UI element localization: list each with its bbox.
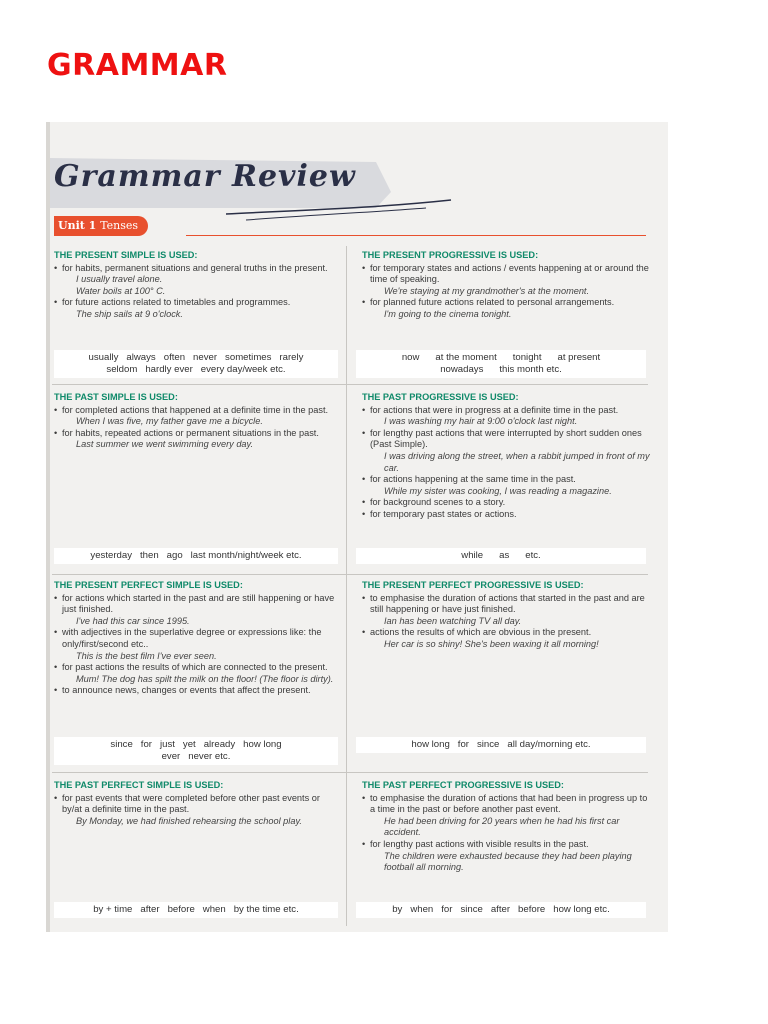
section-title: THE PRESENT SIMPLE IS USED: [54,250,198,260]
rule-line: • for future actions related to timetables and programmes. [54,297,342,309]
example-line: When I was five, my father gave me a bicycle. [76,416,263,427]
rule-line: • for lengthy past actions with visible results in the past. [362,839,650,851]
section-present-perfect-progressive [362,580,650,651]
page-edge [46,122,50,932]
section-present-simple [54,250,342,321]
keywords-present-progressive: now at the moment tonight at present nowadays this month etc. [356,350,646,378]
example-line: We're staying at my grandmother's at the moment. [384,285,590,296]
example-line: Ian has been watching TV all day. [384,615,522,626]
section-title: THE PAST PROGRESSIVE IS USED: [362,392,519,402]
section-past-simple [54,392,342,451]
example-line: The children were exhausted because they had been playing football all morning. [384,850,632,873]
rule-line: • to announce news, changes or events that affect the present. [54,685,342,697]
section-past-progressive [362,392,650,521]
page-heading: GRAMMAR [47,48,228,83]
example-line: Last summer we went swimming every day. [76,439,253,450]
section-present-progressive [362,250,650,321]
example-line: I'm going to the cinema tonight. [384,308,512,319]
rule-line: • to emphasise the duration of actions that had been in progress up to a time in the past or before another past event. [362,793,650,816]
section-past-perfect-simple [54,780,342,827]
example-line: The ship sails at 9 o'clock. [76,308,183,319]
section-past-perfect-progressive [362,780,650,874]
rule-line: • for lengthy past actions that were interrupted by short sudden ones (Past Simple). [362,428,650,451]
rule-line: • for background scenes to a story. [362,497,650,509]
example-line: I've had this car since 1995. [76,615,190,626]
example-line: Mum! The dog has spilt the milk on the floor! (The floor is dirty). [76,673,334,684]
rule-line: • actions the results of which are obvious in the present. [362,627,650,639]
keywords-past-perfect-simple: by + time after before when by the time etc. [54,902,338,918]
rule-line: • for temporary states and actions / events happening at or around the time of speaking. [362,263,650,286]
example-line: I was driving along the street, when a rabbit jumped in front of my car. [384,450,650,473]
example-line: While my sister was cooking, I was reading a magazine. [384,485,612,496]
example-line: Water boils at 100° C. [76,285,166,296]
keywords-past-simple: yesterday then ago last month/night/week etc. [54,548,338,564]
rule-line: • for habits, permanent situations and general truths in the present. [54,263,342,275]
rule-line: • for habits, repeated actions or permanent situations in the past. [54,428,342,440]
keywords-past-progressive: while as etc. [356,548,646,564]
rule-line: • for past events that were completed before other past events or by/at a definite time in the past. [54,793,342,816]
section-title: THE PRESENT PERFECT SIMPLE IS USED: [54,580,243,590]
example-line: I usually travel alone. [76,274,163,285]
unit-tab [54,216,148,236]
keywords-past-perfect-progressive: by when for since after before how long etc. [356,902,646,918]
section-present-perfect-simple [54,580,342,697]
example-line: He had been driving for 20 years when he had his first car accident. [384,815,620,838]
section-title: THE PAST PERFECT PROGRESSIVE IS USED: [362,780,564,790]
grammar-review-scan [46,122,668,932]
example-line: This is the best film I've ever seen. [76,650,217,661]
rule-line: • for planned future actions related to personal arrangements. [362,297,650,309]
rule-line: • for completed actions that happened at a definite time in the past. [54,405,342,417]
rule-line: • for past actions the results of which are connected to the present. [54,662,342,674]
column-divider [346,246,347,926]
example-line: I was washing my hair at 9:00 o'clock last night. [384,416,578,427]
keywords-present-perfect-simple: since for just yet already how long ever never etc. [54,737,338,765]
rule-line: • for actions that were in progress at a definite time in the past. [362,405,650,417]
keywords-present-perfect-progressive: how long for since all day/morning etc. [356,737,646,753]
grammar-review-title: Grammar Review [54,159,356,194]
rule-line: • with adjectives in the superlative degree or expressions like: the only/first/second etc.. [54,627,342,650]
example-line: By Monday, we had finished rehearsing the school play. [76,815,302,826]
unit-number: Unit 1 [58,219,97,232]
row-divider-3 [52,772,648,773]
unit-name: Tenses [100,219,139,232]
rule-line: • for temporary past states or actions. [362,509,650,521]
unit-rule [186,235,646,236]
rule-line: • for actions happening at the same time in the past. [362,474,650,486]
rule-line: • for actions which started in the past and are still happening or have just finished. [54,593,342,616]
section-title: THE PAST PERFECT SIMPLE IS USED: [54,780,224,790]
row-divider-1 [52,384,648,385]
section-title: THE PRESENT PROGRESSIVE IS USED: [362,250,539,260]
keywords-present-simple: usually always often never sometimes rarely seldom hardly ever every day/week etc. [54,350,338,378]
rule-line: • to emphasise the duration of actions that started in the past and are still happening or have just finished. [362,593,650,616]
row-divider-2 [52,574,648,575]
section-title: THE PAST SIMPLE IS USED: [54,392,178,402]
example-line: Her car is so shiny! She's been waxing it all morning! [384,638,599,649]
section-title: THE PRESENT PERFECT PROGRESSIVE IS USED: [362,580,584,590]
